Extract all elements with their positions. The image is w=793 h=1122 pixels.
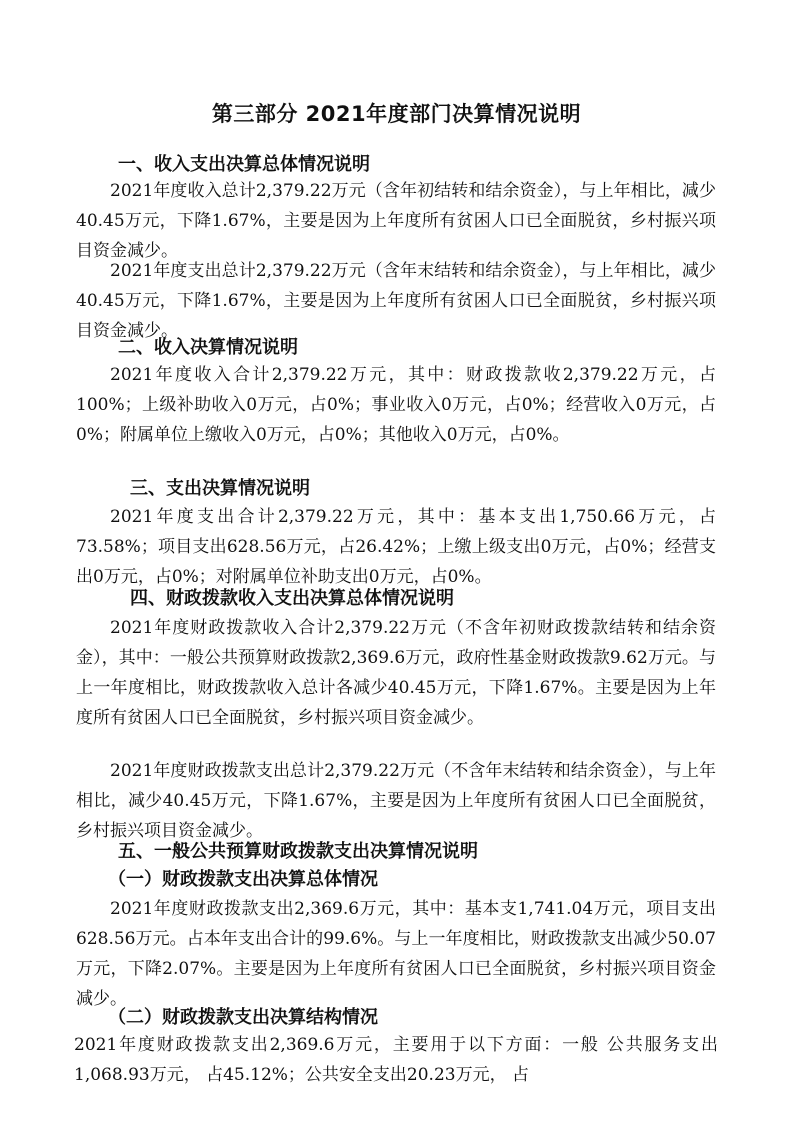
section-4-paragraph-2: 2021年度财政拨款支出总计2,379.22万元（不含年末结转和结余资金），与上年相比，减少40.45万元，下降1.67%，主要是因为上年度所有贫困人口已全面脱贫，乡村振兴项目资金减少。 bbox=[76, 761, 716, 841]
section-4-heading: 四、财政拨款收入支出决算总体情况说明 bbox=[130, 588, 454, 609]
section-1-paragraph-1: 2021年度收入总计2,379.22万元（含年初结转和结余资金），与上年相比，减少40.45万元，下降1.67%，主要是因为上年度所有贫困人口已全面脱贫，乡村振兴项目资金减少。 bbox=[76, 181, 716, 261]
section-5-sub-1-heading: （一）财政拨款支出决算总体情况 bbox=[108, 869, 378, 890]
section-5-sub-2-paragraph: 2021年度财政拨款支出2,369.6万元，主要用于以下方面：一般 公共服务支出1,068.93万元， 占45.12%；公共安全支出20.23万元， 占 bbox=[74, 1035, 718, 1085]
page-title: 第三部分 2021年度部门决算情况说明 bbox=[211, 102, 582, 126]
section-5-sub-1-paragraph: 2021年度财政拨款支出2,369.6万元，其中：基本支1,741.04万元，项目支出628.56万元。占本年支出合计的99.6%。与上一年度相比，财政拨款支出减少50.07万元，下降2.07%。主要是因为上年度所有贫困人口已全面脱贫，乡村振兴项目资金减少。 bbox=[76, 899, 716, 1009]
section-5-sub-2-heading: （二）财政拨款支出决算结构情况 bbox=[108, 1007, 378, 1028]
section-2-paragraph-1: 2021年度收入合计2,379.22万元，其中：财政拨款收2,379.22万元，占100%；上级补助收入0万元，占0%；事业收入0万元，占0%；经营收入0万元，占0%；附属单位上缴收入0万元，占0%；其他收入0万元，占0%。 bbox=[76, 365, 716, 445]
section-1-paragraph-2: 2021年度支出总计2,379.22万元（含年末结转和结余资金），与上年相比，减少40.45万元，下降1.67%，主要是因为上年度所有贫困人口已全面脱贫，乡村振兴项目资金减少。 bbox=[76, 261, 716, 341]
section-4-paragraph-1: 2021年度财政拨款收入合计2,379.22万元（不含年初财政拨款结转和结余资金），其中：一般公共预算财政拨款2,369.6万元，政府性基金财政拨款9.62万元。与上一年度相比，财政拨款收入总计各减少40.45万元，下降1.67%。主要是因为上年度所有贫困人口已全面脱贫，乡村振兴项目资金减少。 bbox=[76, 618, 716, 728]
section-5-heading: 五、一般公共预算财政拨款支出决算情况说明 bbox=[118, 841, 478, 862]
section-3-paragraph-1: 2021年度支出合计2,379.22万元，其中：基本支出1,750.66万元，占73.58%；项目支出628.56万元，占26.42%；上缴上级支出0万元，占0%；经营支出0万元，占0%；对附属单位补助支出0万元，占0%。 bbox=[76, 507, 716, 587]
section-2-heading: 二、收入决算情况说明 bbox=[118, 337, 298, 358]
section-3-heading: 三、支出决算情况说明 bbox=[130, 478, 310, 499]
section-1-heading: 一、收入支出决算总体情况说明 bbox=[118, 154, 370, 175]
